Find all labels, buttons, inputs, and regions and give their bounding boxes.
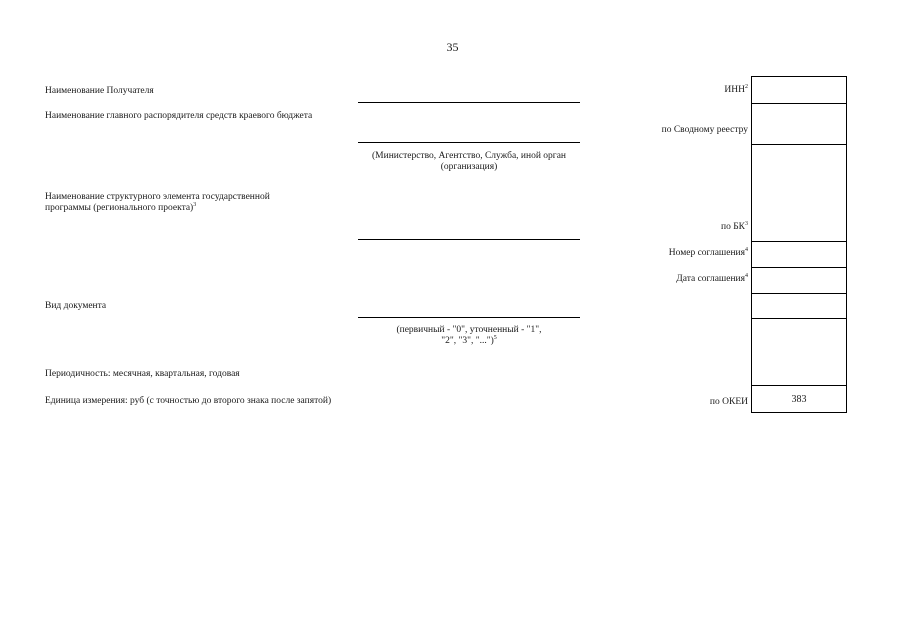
program-element-text: Наименование структурного элемента государственной программы (регионального проекта) [45,192,270,213]
periodicity-cell[interactable] [752,319,846,386]
chief-administrator-underline [358,142,580,143]
agreement-number-cell[interactable] [752,242,846,268]
document-type-caption [358,325,580,347]
inn-code-cell[interactable] [752,77,846,104]
unit-label: Единица измерения: руб (с точностью до второго знака после запятой) [45,396,332,406]
codes-table [751,76,847,413]
document-type-underline [358,317,580,318]
budget-code-text: по БК [720,222,745,232]
document-type-caption-line1: (первичный - "0", уточненный - "1", [396,325,542,335]
budget-code-cell[interactable] [752,145,846,242]
agreement-number-footnote: 4 [745,246,748,253]
chief-administrator-caption: (Министерство, Агентство, Служба, иной орган (организация) [372,151,566,172]
agreement-number-label [600,248,748,259]
agreement-date-footnote: 4 [745,272,748,279]
chief-administrator-label: Наименование главного распорядителя средств краевого бюджета [45,111,313,121]
budget-code-footnote: 3 [745,220,748,227]
agreement-date-label [600,274,748,285]
program-element-label [45,192,315,214]
program-element-footnote: 3 [193,201,197,208]
inn-code-label [600,85,748,96]
budget-code-label [600,222,748,233]
okei-label: по ОКЕИ [709,397,748,407]
inn-code-text: ИНН [724,85,745,95]
consolidated-registry-label: по Сводному реестру [661,125,748,135]
agreement-number-text: Номер соглашения [668,248,745,258]
recipient-name-label: Наименование Получателя [45,86,154,96]
document-type-caption-line2: "2", "3", "...") [441,336,494,346]
agreement-date-text: Дата соглашения [676,274,745,284]
document-type-caption-line2-wrap [358,336,580,347]
periodicity-label: Периодичность: месячная, квартальная, годовая [45,369,240,379]
document-type-caption-footnote: 5 [493,334,497,341]
recipient-name-underline [358,102,580,103]
okei-cell[interactable]: 383 [752,386,846,413]
agreement-date-cell[interactable] [752,268,846,294]
inn-code-footnote: 2 [745,83,748,90]
program-element-underline [358,239,580,240]
consolidated-registry-cell[interactable] [752,104,846,145]
page-number: 35 [446,40,459,54]
document-type-label: Вид документа [45,301,107,311]
document-type-cell[interactable] [752,294,846,319]
